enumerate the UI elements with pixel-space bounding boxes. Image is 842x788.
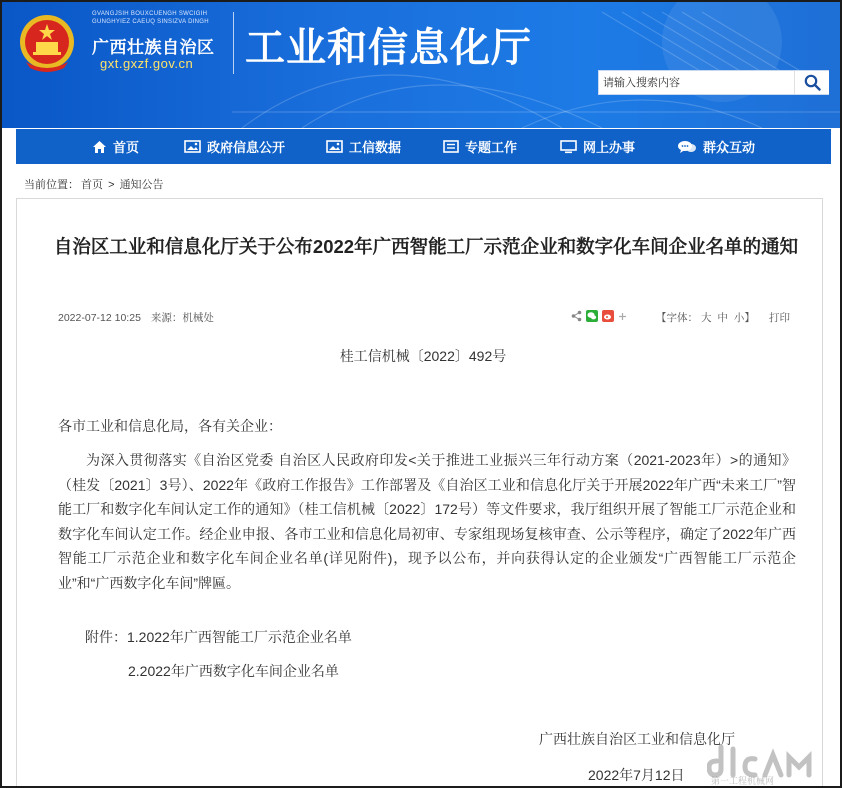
breadcrumb: [24, 176, 166, 192]
article-meta: [58, 310, 224, 325]
weibo-icon[interactable]: [602, 310, 614, 322]
print-button[interactable]: 打印: [769, 312, 790, 324]
nav-item-gov-info[interactable]: [184, 129, 285, 164]
search-box: [598, 70, 829, 95]
font-large-button[interactable]: 大: [701, 312, 712, 324]
region-name: 广西壮族自治区: [92, 38, 215, 57]
article-greeting: 各市工业和信息化局，各有关企业：: [58, 418, 282, 434]
signature-date: 2022年7月12日: [588, 767, 685, 783]
search-icon: [804, 74, 821, 91]
nav-label: 专题工作: [465, 140, 518, 155]
share-bar: [571, 309, 631, 323]
header-divider: [233, 12, 234, 74]
site-domain: gxt.gxzf.gov.cn: [100, 56, 194, 71]
breadcrumb-home-link[interactable]: 首页: [81, 179, 103, 191]
search-input[interactable]: [599, 71, 793, 94]
nav-item-topics[interactable]: [443, 129, 517, 164]
article-source: 来源：机械处: [150, 312, 214, 324]
font-size-label-open: 【字体：: [656, 312, 698, 324]
signature-organization: 广西壮族自治区工业和信息化厅: [539, 731, 735, 747]
list-icon: [443, 140, 459, 153]
font-medium-button[interactable]: 中: [717, 312, 728, 324]
department-title: 工业和信息化厅: [245, 24, 532, 71]
chat-icon: [677, 140, 697, 154]
national-emblem-icon: [16, 12, 78, 76]
document-number: 桂工信机械〔2022〕492号: [339, 348, 507, 364]
monitor-icon: [560, 140, 577, 154]
site-watermark-logo: [707, 739, 842, 785]
font-size-control: [656, 310, 755, 325]
pinyin-line-1: GVANGJSIH BOUXCUENGH SWCIGIH: [92, 11, 208, 17]
image-icon: [184, 140, 201, 153]
article-paragraph: 为深入贯彻落实《自治区党委 自治区人民政府印发<关于推进工业振兴三年行动方案（2021-2023年）>的通知》（桂发〔2021〕3号）、2022年《政府工作报告》工作部署及《自治区工业和信息化厅关于开展2022年广西“未来工厂”智能工厂和数字化车间认定工作的通知》（桂工信机械〔2022〕172号）等文件要求，我厅组织开展了智能工厂示范企业和数字化车间认定工作。经企业申报、各市工业和信息化局初审、专家组现场复核审查、公示等程序，确定了2022年广西智能工厂示范企业和数字化车间企业名单(详见附件)，现予以公布，并向获得认定的企业颁发“广西智能工厂示范企业”和“广西数字化车间”牌匾。: [58, 452, 796, 591]
image-icon: [326, 140, 343, 153]
home-icon: [92, 140, 107, 154]
nav-label: 工信数据: [349, 140, 402, 155]
search-button[interactable]: [794, 71, 829, 94]
article-date: 2022-07-12 10:25: [58, 312, 141, 324]
font-small-button[interactable]: 小: [733, 312, 745, 324]
main-nav: [16, 129, 831, 164]
attachment-1[interactable]: 附件：1.2022年广西智能工厂示范企业名单: [85, 629, 352, 645]
nav-item-online-service[interactable]: [560, 129, 635, 164]
font-size-label-close: 】: [744, 312, 755, 324]
breadcrumb-separator: >: [108, 179, 115, 191]
breadcrumb-current-link[interactable]: 通知公告: [119, 179, 164, 191]
svg-text:第一工程机械网: 第一工程机械网: [711, 777, 775, 785]
attachment-2[interactable]: 2.2022年广西数字化车间企业名单: [128, 663, 339, 679]
nav-item-data[interactable]: [326, 129, 401, 164]
nav-item-home[interactable]: [92, 129, 139, 164]
breadcrumb-prefix: 当前位置：: [24, 179, 79, 191]
nav-label: 群众互动: [703, 140, 756, 155]
site-header: [2, 2, 840, 128]
article-title: 自治区工业和信息化厅关于公布2022年广西智能工厂示范企业和数字化车间企业名单的通知: [53, 236, 799, 257]
nav-label: 政府信息公开: [207, 140, 286, 155]
nav-item-interaction[interactable]: [677, 129, 755, 164]
plus-icon[interactable]: [618, 312, 627, 321]
share-icon[interactable]: [571, 310, 582, 322]
wechat-icon[interactable]: [586, 310, 598, 322]
pinyin-line-2: GUNGHYIEZ CAEUQ SINSIZVA DINGH: [92, 19, 209, 25]
nav-label: 首页: [113, 140, 140, 155]
nav-label: 网上办事: [583, 140, 636, 155]
